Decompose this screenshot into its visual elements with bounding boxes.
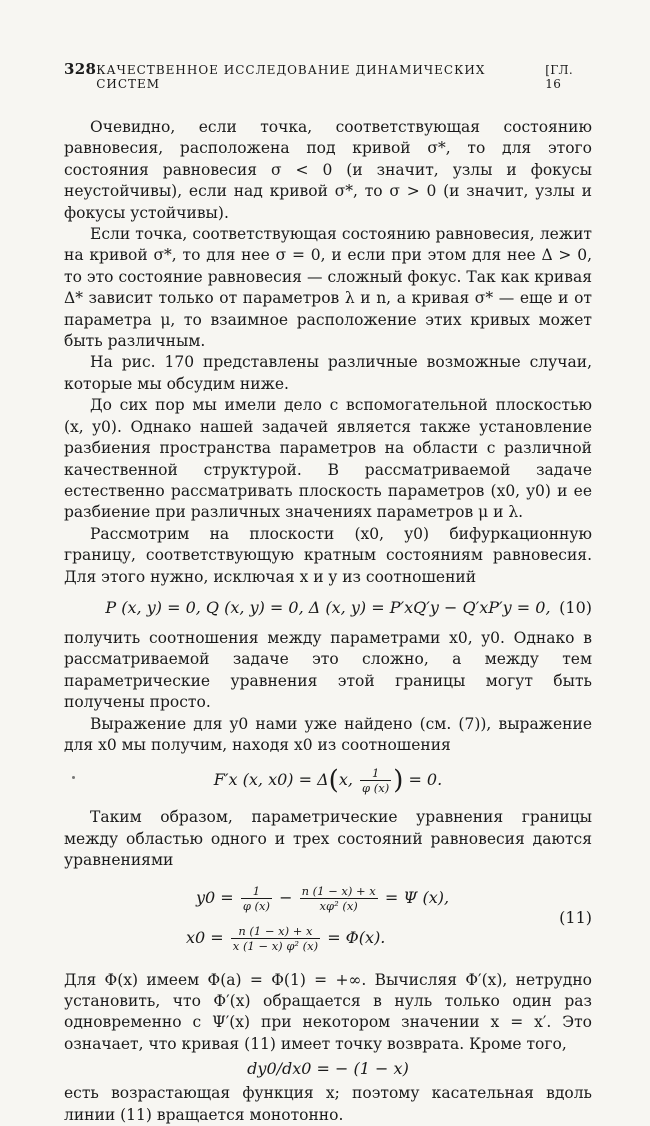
chapter-label: [ГЛ. 16 <box>545 63 573 91</box>
equation-dy <box>64 1057 592 1081</box>
equation-10-body: P (x, y) = 0, Q (x, y) = 0, Δ (x, y) = P′xQ′y − Q′xP′y = 0, <box>105 597 551 617</box>
equation-number: (11) <box>559 907 592 927</box>
paragraph: На рис. 170 представлены различные возможные случаи, которые мы обсудим ниже. <box>64 353 592 393</box>
equation-rhs: = Φ(x). <box>327 927 386 947</box>
equation-11-x0 <box>186 924 385 953</box>
page-header <box>64 60 592 91</box>
fraction-numerator: 1 <box>371 766 380 781</box>
paragraph: До сих пор мы имели дело с вспомогательной плоскостью (x, y0). Однако нашей задачей является также установление разбиения пространства параметров на области с различной качественной структурой. В рассматриваемой задаче естественно рассматривать плоскость параметров (x0, y0) и ее разбиение при различных значениях параметров μ и λ. <box>64 396 592 522</box>
print-speck <box>72 776 75 779</box>
equation-dy-body: dy0/dx0 = − (1 − x) <box>247 1059 409 1079</box>
equation-11-y0: y0 = $\frac{1}{\varphi (x)}$ − $\frac{n (1 - x) + x}{\text{xφ² (x)}}$ = Ψ (x), <box>196 883 450 913</box>
paragraph: Для Φ(x) имеем Φ(a) = Φ(1) = +∞. Вычисляя Φ′(x), нетрудно установить, что Φ′(x) обращается в нуль только один раз одновременно с Ψ′(x) при некотором значении x = x′. Это означает, что кривая (11) имеет точку возврата. Кроме того, <box>64 970 592 1053</box>
page-number: 328 <box>64 60 97 78</box>
equation-fx-rhs: = 0. <box>408 770 443 790</box>
fraction-numerator: n (1 − x) + x <box>301 883 376 898</box>
paragraph: Очевидно, если точка, соответствующая состоянию равновесия, расположена под кривой σ*, то для этого состояния равновесия σ < 0 (и значит, узлы и фокусы неустойчивы), если над кривой σ*, то σ > 0 (и значит, узлы и фокусы устойчивы). <box>64 118 592 222</box>
fraction-denominator: φ (x) <box>362 781 390 796</box>
fraction <box>241 884 272 913</box>
running-title: КАЧЕСТВЕННОЕ ИССЛЕДОВАНИЕ ДИНАМИЧЕСКИХ СИСТЕМ <box>96 63 486 91</box>
paren-close: ) <box>393 765 404 796</box>
fraction-numerator: n (1 − x) + x <box>238 923 313 938</box>
equation-lhs: x0 = <box>186 927 224 947</box>
fraction-denominator: xφ² (x) <box>300 898 378 913</box>
paragraph: получить соотношения между параметрами x0, y0. Однако в рассматриваемой задаче это сложно, а между тем параметрические уравнения этой границы могут быть получены просто. <box>64 628 592 712</box>
fraction-numerator: 1 <box>252 883 261 898</box>
paragraph: есть возрастающая функция x; поэтому касательная вдоль линии (11) вращается монотонно. <box>64 1084 592 1124</box>
equation-10 <box>64 596 592 620</box>
paren-open: ( <box>328 765 339 796</box>
fraction <box>231 924 320 953</box>
equation-rhs: = Ψ (x), <box>384 887 450 907</box>
fraction-denominator: x (1 − x) φ² (x) <box>232 938 319 953</box>
paragraph: Таким образом, параметрические уравнения границы между областью одного и трех состояний равновесия даются уравнениями <box>64 808 592 870</box>
equation-fx-lhs: F′x (x, x0) = Δ <box>213 770 329 790</box>
equation-lhs: y0 = <box>196 887 234 907</box>
book-page <box>64 60 592 1126</box>
paragraph: Выражение для y0 нами уже найдено (см. (7)), выражение для x0 мы получим, находя x0 из соотношения <box>64 714 592 754</box>
equation-11 <box>64 878 592 964</box>
fraction-denominator: φ (x) <box>242 898 270 913</box>
fraction <box>300 884 378 913</box>
equation-number: (10) <box>559 597 592 617</box>
equation-fx-arg: x, <box>338 770 353 790</box>
paragraph: Рассмотрим на плоскости (x0, y0) бифуркационную границу, соответствующую кратным состояниям равновесия. Для этого нужно, исключая x и y из соотношений <box>64 524 592 586</box>
paragraph: Если точка, соответствующая состоянию равновесия, лежит на кривой σ*, то для нее σ = 0, и если при этом для нее Δ > 0, то это состояние равновесия — сложный фокус. Так как кривая Δ* зависит только от параметров λ и n, а кривая σ* — еще и от параметра μ, то взаимное расположение этих кривых может быть различным. <box>64 225 592 351</box>
fraction <box>360 766 391 795</box>
equation-fx <box>64 766 592 795</box>
